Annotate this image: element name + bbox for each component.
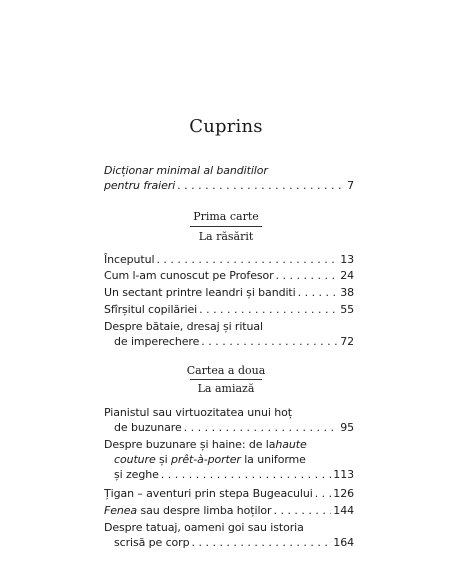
page-title: Cuprins — [189, 116, 263, 137]
part-title: Cartea a doua — [186, 364, 266, 377]
toc-entry — [104, 252, 354, 267]
dot-leader — [177, 178, 345, 193]
part-subtitle: La amiază — [197, 382, 255, 395]
page-number: 7 — [347, 179, 354, 192]
toc-entry — [104, 302, 354, 317]
toc-entry — [104, 319, 354, 349]
entry-text: Despre bătaie, dresaj și ritual — [104, 320, 263, 333]
entry-text: Începutul — [104, 253, 155, 266]
entry-text: scrisă pe corp — [114, 536, 190, 549]
entry-text-italic: prêt-à-porter — [171, 453, 241, 466]
page-number: 55 — [340, 303, 354, 316]
entry-text: Cum l-am cunoscut pe Profesor — [104, 269, 274, 282]
toc-entry-dictionary — [104, 163, 354, 193]
entry-text: Sfîrșitul copilăriei — [104, 303, 198, 316]
page-number: 38 — [340, 286, 354, 299]
entry-text: Un sectant printre leandri și banditi — [104, 286, 296, 299]
toc-entry — [104, 437, 354, 482]
entry-text: Țigan – aventuri prin stepa Bugeacului — [104, 487, 313, 500]
dot-leader — [315, 486, 332, 501]
page-number: 113 — [333, 468, 354, 481]
toc-entry — [104, 486, 354, 501]
entry-text: și — [155, 453, 172, 466]
entry-text: de buzunare — [114, 421, 182, 434]
toc-entry — [104, 405, 354, 435]
dot-leader — [161, 467, 332, 482]
entry-text: Dicționar minimal al banditilor — [104, 164, 268, 177]
page-number: 13 — [340, 253, 354, 266]
entry-text-italic: Fenea — [104, 504, 138, 517]
page-number: 95 — [340, 421, 354, 434]
entry-text: Despre tatuaj, oameni goi sau istoria — [104, 521, 304, 534]
dot-leader — [201, 334, 338, 349]
entry-text: Pianistul sau virtuozitatea unui hoț — [104, 406, 292, 419]
dot-leader — [199, 302, 338, 317]
entry-text: de imperechere — [114, 335, 200, 348]
page-number: 144 — [333, 504, 354, 517]
dot-leader — [184, 420, 339, 435]
dot-leader — [298, 285, 339, 300]
entry-text: la uniforme — [240, 453, 306, 466]
entry-text-italic: couture — [114, 453, 156, 466]
page-number: 72 — [340, 335, 354, 348]
toc-entry — [104, 520, 354, 550]
part-subtitle: La răsărit — [198, 230, 254, 243]
part-divider — [190, 226, 262, 227]
page-number: 126 — [333, 487, 354, 500]
page-number: 24 — [340, 269, 354, 282]
dot-leader — [276, 268, 339, 283]
entry-text: sau despre limba hoților — [137, 504, 272, 517]
dot-leader — [273, 503, 331, 518]
part-title: Prima carte — [193, 210, 259, 223]
entry-text: Despre buzunare și haine: de la — [104, 438, 276, 451]
entry-text-italic: haute — [275, 438, 307, 451]
part-divider — [190, 379, 262, 380]
dot-leader — [156, 252, 338, 267]
toc-entry — [104, 503, 354, 518]
toc-entry — [104, 285, 354, 300]
page-number: 164 — [333, 536, 354, 549]
dot-leader — [191, 535, 331, 550]
entry-text: și zeghe — [114, 468, 159, 481]
toc-entry — [104, 268, 354, 283]
entry-text: pentru fraieri — [104, 179, 176, 192]
